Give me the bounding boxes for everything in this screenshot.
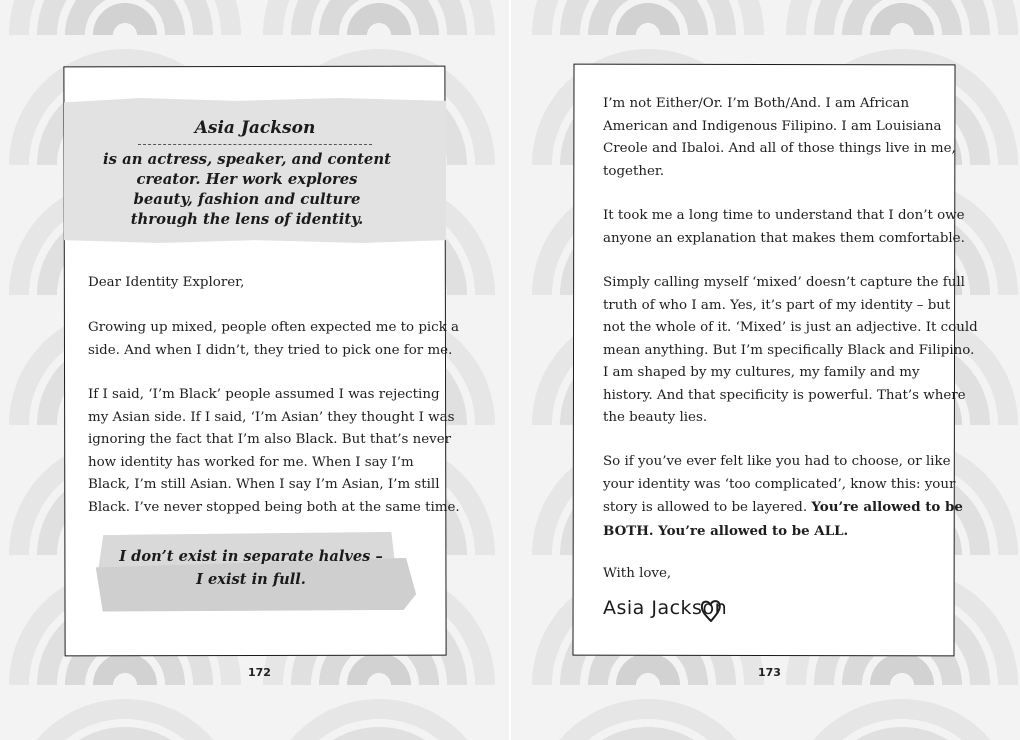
left-paragraph-2	[88, 384, 460, 519]
text-line: side. And when I didn’t, they tried to pick one for me.	[88, 342, 453, 358]
text-line: American and Indigenous Filipino. I am Louisiana	[603, 118, 942, 134]
text-line: history. And that specificity is powerful. That’s where	[603, 387, 966, 403]
text-line: my Asian side. If I said, ‘I’m Asian’ they thought I was	[88, 409, 455, 425]
text-line: how identity has worked for me. When I say I’m	[88, 454, 414, 470]
pull-quote	[105, 545, 397, 591]
right-paragraph-1	[603, 93, 956, 183]
text-line	[603, 520, 963, 544]
text-line: Growing up mixed, people often expected me to pick a	[88, 320, 460, 335]
bio-name: Asia Jackson	[194, 118, 316, 138]
text-line: It took me a long time to understand that I don’t owe	[603, 208, 965, 223]
text-line: the beauty lies.	[603, 410, 708, 425]
text-line: ignoring the fact that I’m also Black. But that’s never	[88, 432, 452, 447]
left-paragraph-1	[88, 317, 459, 362]
heart-icon	[700, 598, 722, 624]
signature: Asia Jackson	[603, 597, 728, 619]
bold-emphasis: BOTH. You’re allowed to be ALL.	[603, 522, 849, 539]
right-paragraph-2	[603, 205, 965, 250]
text-line	[603, 496, 963, 520]
text-line: I am shaped by my cultures, my family and my	[603, 365, 920, 380]
page-number-left: 172	[248, 666, 271, 679]
quote-line: I exist in full.	[196, 571, 306, 588]
text-line: truth of who I am. Yes, it’s part of my identity – but	[603, 297, 951, 313]
right-paragraph-4	[603, 451, 963, 543]
text-line: Simply calling myself ‘mixed’ doesn’t capture the full	[603, 275, 965, 290]
text-line: together.	[603, 163, 665, 179]
right-paragraph-3	[603, 272, 978, 430]
salutation: Dear Identity Explorer,	[88, 275, 245, 290]
text-line: Black. I’ve never stopped being both at the same time.	[88, 499, 460, 515]
text-line: If I said, ‘I’m Black’ people assumed I was rejecting	[88, 387, 440, 402]
closing: With love,	[603, 566, 672, 581]
bold-emphasis: You’re allowed to be	[811, 499, 963, 515]
text-line: Black, I’m still Asian. When I say I’m Asian, I’m still	[88, 477, 440, 492]
bio-line: is an actress, speaker, and content	[103, 151, 391, 168]
book-gutter	[509, 0, 511, 740]
bio-text	[92, 150, 402, 230]
bio-line: creator. Her work explores	[136, 171, 358, 188]
text-line: I’m not Either/Or. I’m Both/And. I am African	[603, 96, 910, 111]
bio-divider	[138, 144, 372, 145]
text-line: So if you’ve ever felt like you had to choose, or like	[603, 454, 951, 469]
text-span: story is allowed to be layered.	[603, 500, 808, 515]
text-line: anyone an explanation that makes them comfortable.	[603, 230, 965, 246]
bio-line: through the lens of identity.	[130, 211, 364, 228]
text-line: not the whole of it. ‘Mixed’ is just an adjective. It could	[603, 320, 978, 335]
text-line: Creole and Ibaloi. And all of those things live in me,	[603, 141, 956, 156]
text-line: your identity was ‘too complicated’, know this: your	[603, 476, 956, 492]
page-number-right: 173	[758, 666, 781, 679]
bio-line: beauty, fashion and culture	[133, 191, 361, 208]
quote-line: I don’t exist in separate halves –	[119, 548, 383, 565]
text-line: mean anything. But I’m specifically Black and Filipino.	[603, 342, 975, 358]
